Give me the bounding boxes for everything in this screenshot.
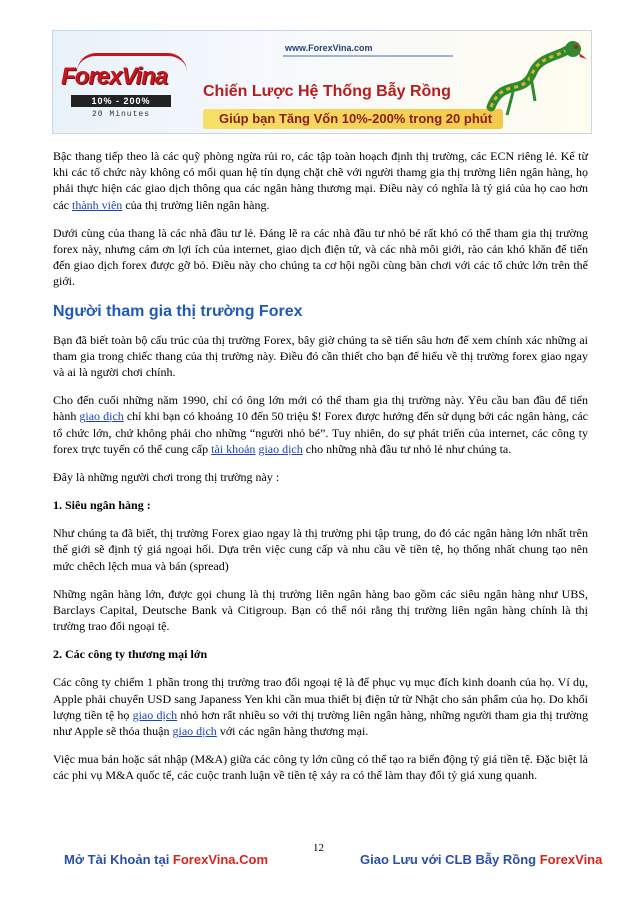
paragraph-text: Cho đến cuối những năm 1990, chỉ có ông lớn mới có thể tham gia thị trường này. Yêu cầu ban đầu để tiến hành xyxy=(53,393,588,424)
forexvina-logo xyxy=(59,47,197,131)
footer-text: Giao Lưu với CLB Bẫy Rồng xyxy=(360,852,540,867)
paragraph-text: Các công ty chiếm 1 phần trong thị trường trao đổi ngoại tệ là để phục vụ mục đích kinh doanh của họ. Ví dụ, Apple phải chuyển USD sang Japaness Yen khi cần mua thiết bị điện tử từ Nhật cho sản phẩm của họ. Do khối lượng tiền tệ họ xyxy=(53,675,588,722)
banner-slogan: Chiến Lược Hệ Thống Bẫy Rồng xyxy=(203,83,451,100)
subheading-super-banks: 1. Siêu ngân hàng : xyxy=(53,498,151,513)
paragraph xyxy=(53,392,588,457)
footer-club[interactable] xyxy=(360,852,602,867)
paragraph-text: của thị trường liên ngân hàng. xyxy=(122,197,270,212)
banner-url[interactable]: www.ForexVina.com xyxy=(285,43,373,53)
link-giao-dich[interactable]: giao dịch xyxy=(132,707,178,722)
paragraph xyxy=(53,674,588,739)
link-tai-khoan[interactable]: tài khoản xyxy=(211,441,256,456)
paragraph: Việc mua bán hoặc sát nhập (M&A) giữa các công ty lớn cũng có thể tạo ra biến động tỷ giá tiền tệ. Đặc biệt là các phi vụ M&A quốc tế, các cuộc tranh luận về tiền tệ xảy ra có thể làm thay đổi tỷ giá xung quanh. xyxy=(53,752,588,783)
paragraph xyxy=(53,148,588,213)
footer-brand: ForexVina.Com xyxy=(172,852,269,867)
link-thanh-vien[interactable]: thành viên xyxy=(71,197,123,212)
paragraph: Đây là những người chơi trong thị trường này : xyxy=(53,470,280,485)
banner-tagline-text: Giúp bạn Tăng Vốn 10%-200% trong 20 phút xyxy=(219,111,493,126)
logo-minutes: 20 Minutes xyxy=(91,110,150,119)
logo-text: ForexVina xyxy=(61,63,168,90)
paragraph-text: chỉ khi bạn có khoảng 10 đến 50 triệu $! Forex được hướng đến sử dụng bởi các ngân hàng, các tổ chức lớn, chứ không phải cho những “người nhỏ bé”. Tuy nhiên, do sự phát triển của internet, các công ty forex trực tuyến có thể cung cấp xyxy=(53,409,588,456)
link-giao-dich[interactable]: giao dịch xyxy=(258,441,303,456)
paragraph: Dưới cùng của thang là các nhà đầu tư lẻ. Đáng lẽ ra các nhà đầu tư nhỏ bé rất khó có thể tham gia thị trường forex này, nhưng cám ơn lợi ích của internet, giao dịch điện tử, và các nhà môi giới, rào cản khó khăn để tiến đến giao dịch forex được gỡ bỏ. Điều này cho chúng ta cơ hội ngồi cùng bàn chơi với các tổ chức lớn trên thế giới. xyxy=(53,225,588,289)
page-number: 12 xyxy=(313,842,324,854)
paragraph-text: Bậc thang tiếp theo là các quỹ phòng ngừa rủi ro, các tập toàn hoạch định thị trường, các ECN riêng lẻ. Kể từ khi các tổ chức này không có mối quan hệ tín dụng chặt chẽ với người thamg gia thị trường liên ngân hàng, họ phải thực hiện các giao dịch thông qua các ngân hàng thương mại. Điều này có nghĩa là tỷ giá của họ cao hơn các xyxy=(53,149,588,212)
section-heading: Người tham gia thị trường Forex xyxy=(53,302,303,320)
link-giao-dich[interactable]: giao dịch xyxy=(79,409,124,424)
paragraph: Bạn đã biết toàn bộ cấu trúc của thị trường Forex, bây giờ chúng ta sẽ tiến sâu hơn để xem chính xác những ai tham gia trong chiếc thang của thị trường này. Điều đó cần thiết cho bạn để hiểu về thị trường forex giao ngay và ai là người chơi chính. xyxy=(53,332,588,380)
footer-text: Mở Tài Khoản tại xyxy=(64,852,173,867)
footer-open-account[interactable] xyxy=(64,852,268,867)
divider xyxy=(283,55,453,57)
document-body xyxy=(53,148,588,796)
paragraph: Như chúng ta đã biết, thị trường Forex giao ngay là thị trường phi tập trung, do đó các ngân hàng lớn nhất trên thế giới sẽ định tỷ giá ngoại hối. Dựa trên việc cung cấp và nhu cầu về tiền tệ, họ thống nhất chung tạo nên mức chêch lệch mua và bán (spread) xyxy=(53,526,588,573)
dragon-icon xyxy=(483,37,589,129)
link-giao-dich[interactable]: giao dịch xyxy=(172,724,217,739)
paragraph: Những ngân hàng lớn, được gọi chung là thị trường liên ngân hàng bao gồm các siêu ngân hàng như UBS, Barclays Capital, Deutsche Bank và Citigroup. Bạn có thể nói rằng thị trường liên ngân hàng chính là thị trường trao đổi ngoại tệ. xyxy=(53,586,588,634)
paragraph-text: cho những nhà đầu tư nhỏ lẻ như chúng ta. xyxy=(302,441,512,456)
header-banner xyxy=(52,30,592,134)
subheading-companies: 2. Các công ty thương mại lớn xyxy=(53,647,208,662)
paragraph-text: nhỏ hơn rất nhiều so với thị trường liên ngân hàng, những người tham gia thị trường như Apple sẽ thỏa thuận xyxy=(53,707,588,739)
footer-brand: ForexVina xyxy=(539,852,603,867)
logo-percent: 10% - 200% xyxy=(71,95,171,107)
banner-tagline xyxy=(203,109,503,129)
paragraph-text: với các ngân hàng thương mại. xyxy=(216,724,369,739)
